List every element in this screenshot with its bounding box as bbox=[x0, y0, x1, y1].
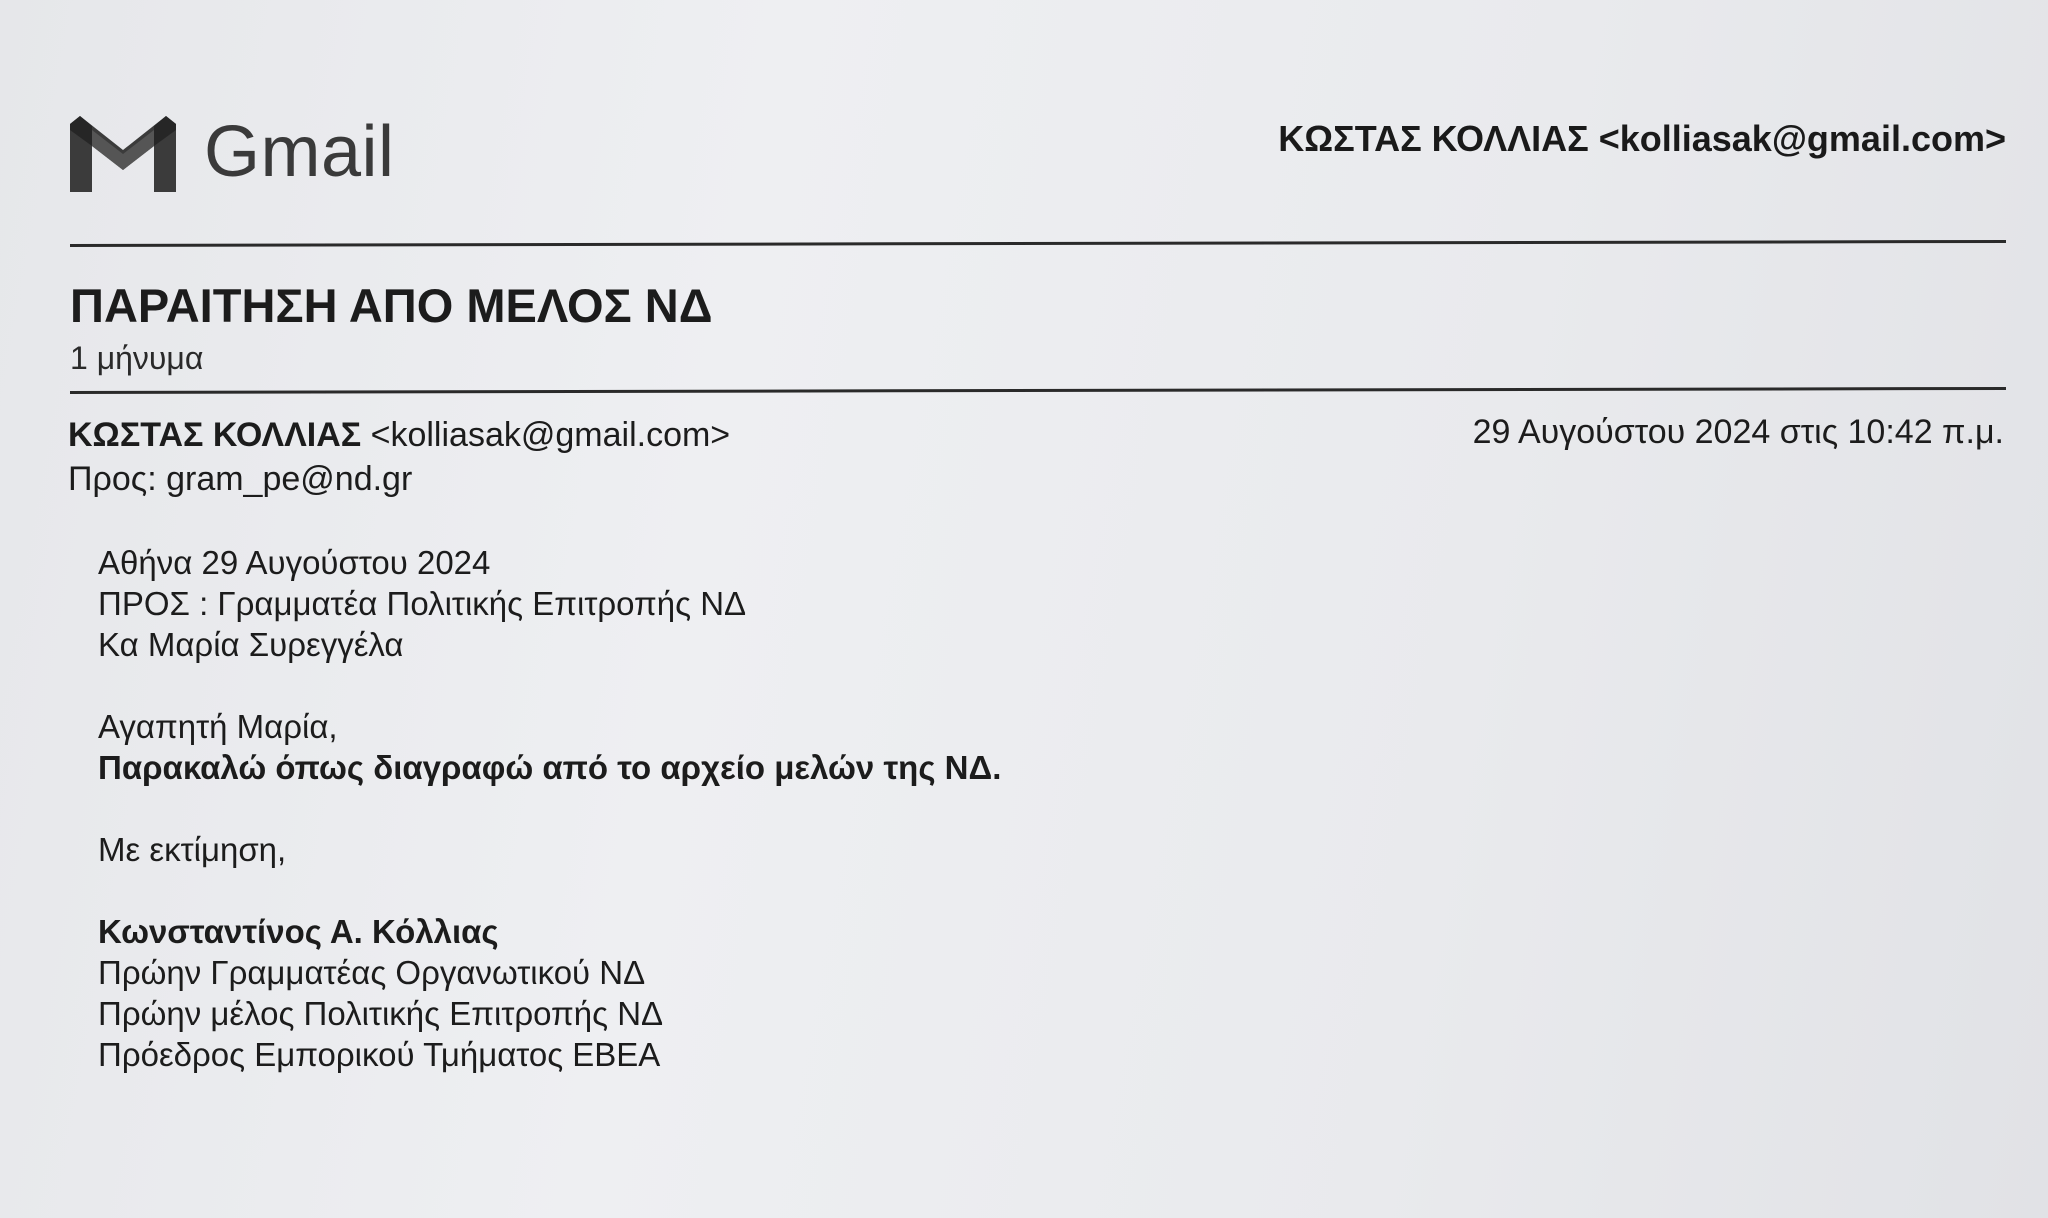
signature-title-2: Πρώην μέλος Πολιτικής Επιτροπής ΝΔ bbox=[98, 995, 664, 1032]
gmail-wordmark: Gmail bbox=[204, 112, 395, 192]
message-body bbox=[98, 542, 1001, 1075]
signature-name: Κωνσταντίνος Α. Κόλλιας bbox=[98, 913, 499, 950]
recipient-title: ΠΡΟΣ : Γραμματέα Πολιτικής Επιτροπής ΝΔ bbox=[98, 585, 747, 622]
account-header: ΚΩΣΤΑΣ ΚΟΛΛΙΑΣ <kolliasak@gmail.com> bbox=[1278, 118, 2006, 159]
signature-title-3: Πρόεδρος Εμπορικού Τμήματος ΕΒΕΑ bbox=[98, 1036, 661, 1073]
gmail-m-icon bbox=[70, 112, 176, 192]
recipient-line: Προς: gram_pe@nd.gr bbox=[68, 460, 413, 498]
recipient-name: Κα Μαρία Συρεγγέλα bbox=[98, 626, 404, 663]
thread-divider bbox=[70, 387, 2006, 394]
sender-name: ΚΩΣΤΑΣ ΚΟΛΛΙΑΣ bbox=[68, 416, 362, 454]
place-date: Αθήνα 29 Αυγούστου 2024 bbox=[98, 544, 491, 581]
signature-title-1: Πρώην Γραμματέας Οργανωτικού ΝΔ bbox=[98, 954, 646, 991]
request-text: Παρακαλώ όπως διαγραφώ από το αρχείο μελών της ΝΔ. bbox=[98, 749, 1002, 786]
closing: Με εκτίμηση, bbox=[98, 831, 287, 868]
top-divider bbox=[70, 240, 2006, 247]
greeting: Αγαπητή Μαρία, bbox=[98, 708, 338, 745]
message-date: 29 Αυγούστου 2024 στις 10:42 π.μ. bbox=[1472, 413, 2004, 451]
message-count: 1 μήνυμα bbox=[70, 340, 204, 376]
thread-subject: ΠΑΡΑΙΤΗΣΗ ΑΠΟ ΜΕΛΟΣ ΝΔ bbox=[70, 279, 713, 332]
gmail-logo bbox=[70, 112, 395, 192]
sender-line bbox=[68, 416, 730, 455]
sender-email: <kolliasak@gmail.com> bbox=[370, 416, 731, 454]
